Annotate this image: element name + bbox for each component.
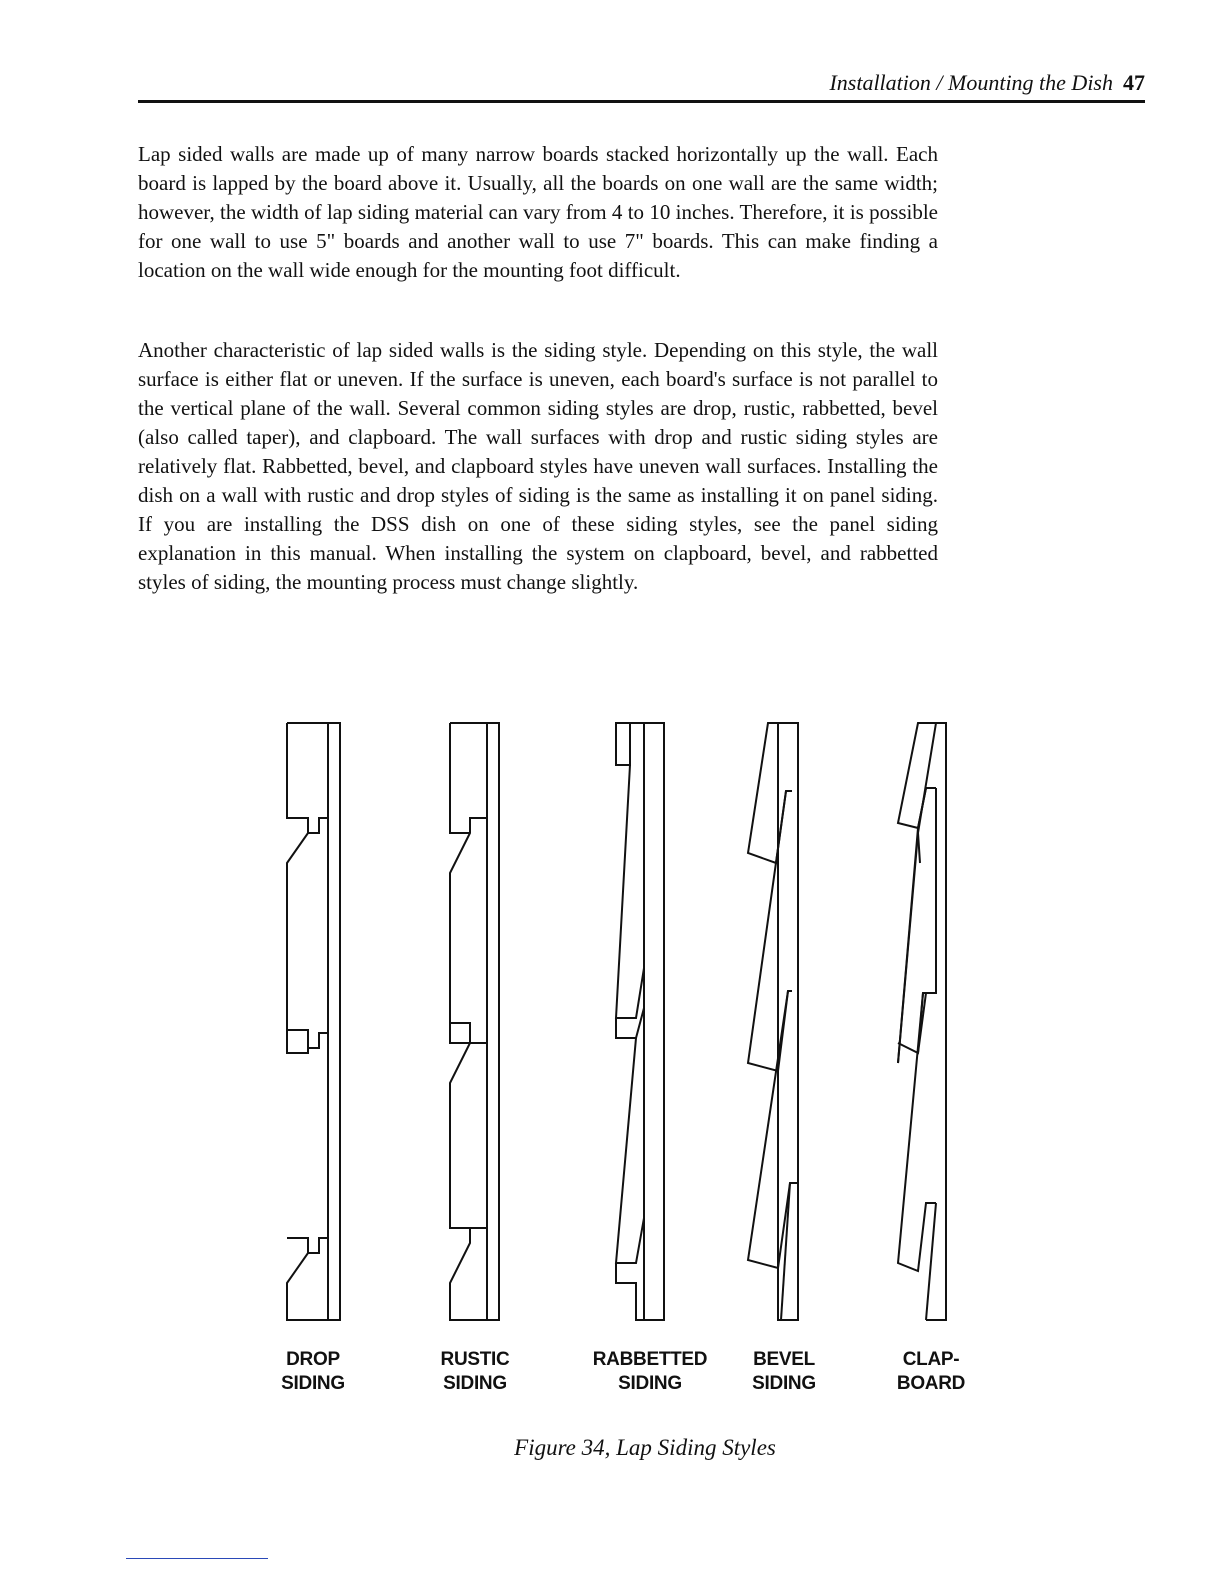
- label-rabbetted-siding: [580, 1348, 720, 1396]
- drop-siding-board-top: [287, 723, 308, 833]
- figure-lap-siding-styles: [250, 705, 1010, 1425]
- clapboard-board-1: [898, 723, 936, 828]
- paragraph-lap-sided-walls: Lap sided walls are made up of many narrow boards stacked horizontally up the wall. Each board is lapped by the board above it. Usually, all the boards on one wall are the same width; however, the width of lap siding material can vary from 4 to 10 inches. Therefore, it is possible for one wall to use 5" boards and another wall to use 7" boards. This can make finding a location on the wall wide enough for the mounting foot difficult.: [138, 142, 938, 282]
- figure-caption: Figure 34, Lap Siding Styles: [514, 1435, 776, 1460]
- label-rustic-line1: RUSTIC: [440, 1349, 510, 1370]
- bevel-siding-backing: [778, 723, 798, 1320]
- clapboard-edge-1: [918, 723, 936, 863]
- rabbetted-siding-board-2: [616, 1038, 644, 1263]
- drop-siding-boards: [287, 723, 328, 1320]
- bevel-siding-board-2: [748, 791, 792, 1071]
- label-clapboard: [861, 1348, 1001, 1396]
- label-bevel-siding: [714, 1348, 854, 1396]
- label-rustic-line2: SIDING: [443, 1373, 507, 1394]
- label-rabbetted-line1: RABBETTED: [592, 1349, 708, 1370]
- rustic-siding-boards: [450, 723, 487, 1320]
- rabbetted-siding-joint-1: [616, 1008, 644, 1038]
- label-bevel-line1: BEVEL: [753, 1349, 815, 1370]
- running-header: [829, 70, 1145, 96]
- label-clapboard-line2: BOARD: [896, 1373, 966, 1394]
- rustic-siding-profile: [450, 723, 499, 1320]
- rustic-siding-board-top: [450, 723, 470, 833]
- label-drop-line2: SIDING: [281, 1373, 345, 1394]
- drop-siding-joint: [287, 1030, 308, 1053]
- rustic-siding-joint: [450, 1023, 470, 1228]
- clapboard-board-4: [926, 1203, 936, 1320]
- rabbetted-siding-board-top: [616, 723, 630, 765]
- page-number: 47: [1123, 70, 1145, 95]
- footer-rule: [126, 1558, 268, 1559]
- drop-siding-backing: [328, 723, 340, 1320]
- label-drop-line1: DROP: [286, 1349, 340, 1370]
- label-drop-siding: [243, 1348, 383, 1396]
- bevel-siding-profile: [748, 723, 798, 1320]
- rabbetted-siding-profile: [616, 723, 664, 1320]
- label-bevel-line2: SIDING: [752, 1373, 816, 1394]
- clapboard-profile: [898, 723, 946, 1320]
- label-rustic-siding: [405, 1348, 545, 1396]
- rabbetted-siding-board-3: [616, 1263, 644, 1320]
- clapboard-board-3: [898, 993, 936, 1271]
- drop-siding-profile: [287, 723, 340, 1320]
- drop-siding-joint-lower: [287, 1238, 308, 1253]
- paragraph-siding-style: Another characteristic of lap sided walls is the siding style. Depending on this style, the wall surface is either flat or uneven. If the surface is uneven, each board's surface is not parallel to the vertical plane of the wall. Several common siding styles are drop, rustic, rabbetted, bevel (also called taper), and clapboard. The wall surfaces with drop and rustic siding styles are relatively flat. Rabbetted, bevel, and clapboard styles have uneven wall surfaces. Installing the dish on a wall with rustic and drop styles of siding is the same as installing it on panel siding. If you are installing the DSS dish on one of these siding styles, see the panel siding explanation in this manual. When installing the system on clapboard, bevel, and rabbetted styles of siding, the mounting process must change slightly.: [138, 338, 938, 594]
- label-rabbetted-line2: SIDING: [618, 1373, 682, 1394]
- siding-diagram: [250, 705, 1010, 1335]
- header-rule: [138, 100, 1145, 103]
- label-clapboard-line1: CLAP-: [902, 1349, 960, 1370]
- bevel-siding-board-3: [748, 991, 798, 1268]
- rabbetted-siding-board-1: [616, 723, 644, 1018]
- bevel-siding-board-4: [781, 1183, 790, 1320]
- rustic-siding-backing: [487, 723, 499, 1320]
- page-header: [138, 70, 1145, 102]
- header-title: Installation / Mounting the Dish: [829, 70, 1113, 95]
